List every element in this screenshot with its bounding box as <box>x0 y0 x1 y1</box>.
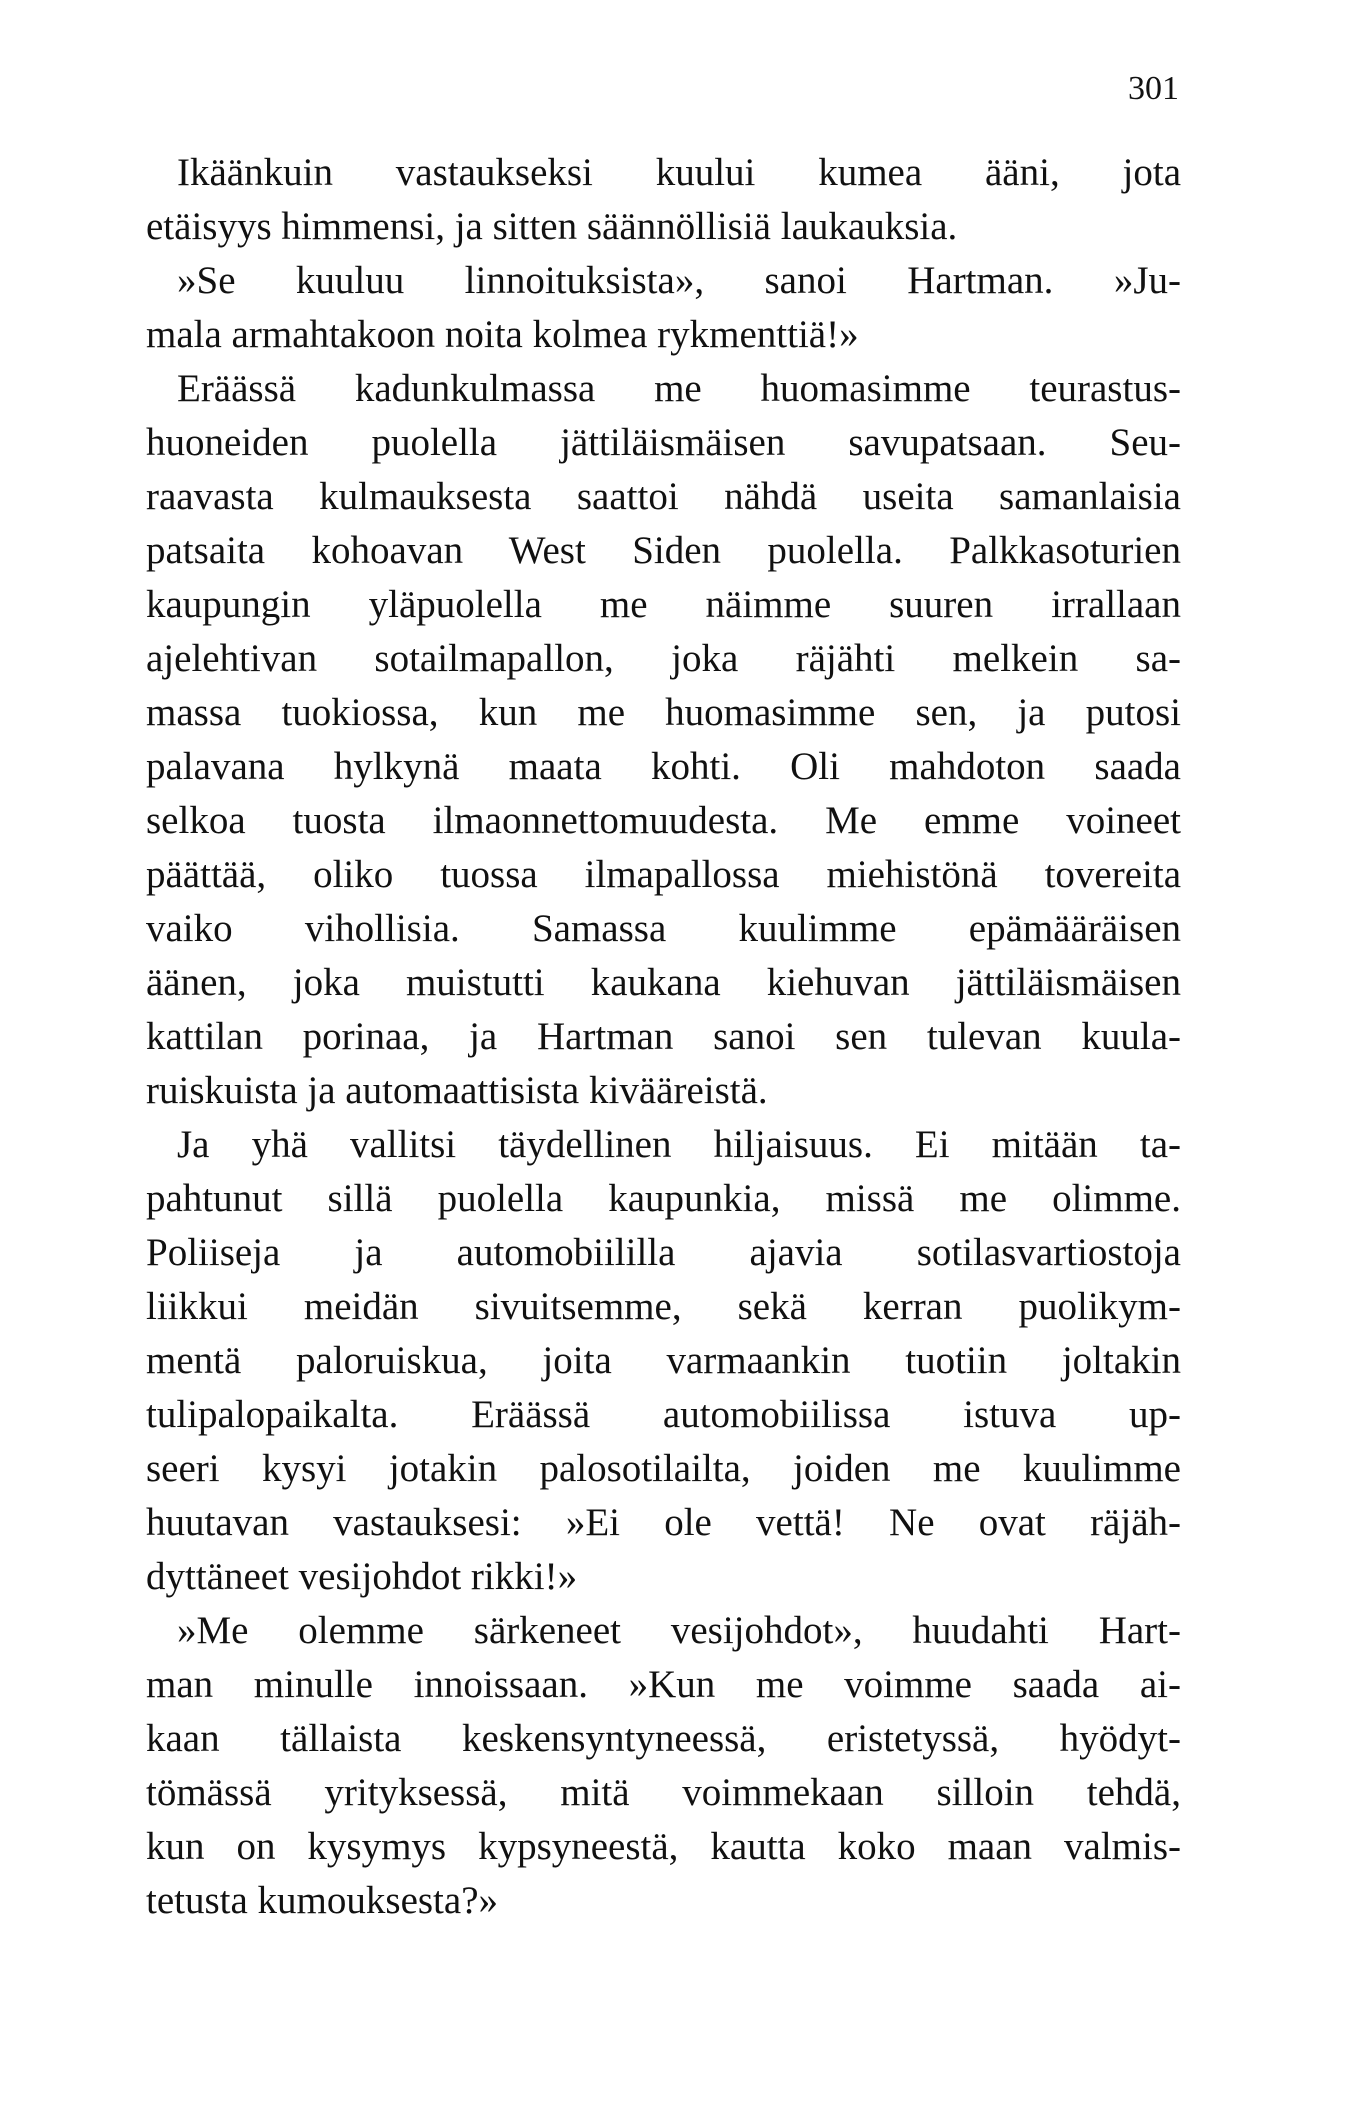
text-line: pahtunut sillä puolella kaupunkia, missä me olimme. <box>146 1177 1181 1220</box>
text-line: kattilan porinaa, ja Hartman sanoi sen tulevan kuula- <box>146 1015 1181 1058</box>
text-line: Ja yhä vallitsi täydellinen hiljaisuus. Ei mitään ta- <box>177 1123 1181 1166</box>
text-line: Ikäänkuin vastaukseksi kuului kumea ääni, jota <box>177 151 1181 194</box>
text-line: »Se kuuluu linnoituksista», sanoi Hartman. »Ju- <box>177 259 1181 302</box>
body-text <box>146 146 1181 1928</box>
text-line: palavana hylkynä maata kohti. Oli mahdoton saada <box>146 745 1181 788</box>
text-line: selkoa tuosta ilmaonnettomuudesta. Me emme voineet <box>146 799 1181 842</box>
text-line: ajelehtivan sotailmapallon, joka räjähti melkein sa- <box>146 637 1181 680</box>
text-line: vaiko vihollisia. Samassa kuulimme epämääräisen <box>146 907 1181 950</box>
text-line: etäisyys himmensi, ja sitten säännöllisiä laukauksia. <box>146 205 958 248</box>
text-line: ruiskuista ja automaattisista kivääreistä. <box>146 1069 768 1112</box>
text-line: huutavan vastauksesi: »Ei ole vettä! Ne ovat räjäh- <box>146 1501 1181 1544</box>
text-line: tetusta kumouksesta?» <box>146 1879 499 1922</box>
text-line: mala armahtakoon noita kolmea rykmenttiä!» <box>146 313 859 356</box>
text-line: tömässä yrityksessä, mitä voimmekaan silloin tehdä, <box>146 1771 1181 1814</box>
text-line: Poliiseja ja automobiililla ajavia sotilasvartiostoja <box>146 1231 1181 1274</box>
text-line: raavasta kulmauksesta saattoi nähdä useita samanlaisia <box>146 475 1181 518</box>
text-line: man minulle innoissaan. »Kun me voimme saada ai- <box>146 1663 1181 1706</box>
text-line: päättää, oliko tuossa ilmapallossa miehistönä tovereita <box>146 853 1181 896</box>
text-line: seeri kysyi jotakin palosotilailta, joiden me kuulimme <box>146 1447 1181 1490</box>
text-line: dyttäneet vesijohdot rikki!» <box>146 1555 578 1598</box>
text-line: huoneiden puolella jättiläismäisen savupatsaan. Seu- <box>146 421 1181 464</box>
text-line: kaupungin yläpuolella me näimme suuren irrallaan <box>146 583 1181 626</box>
text-line: Eräässä kadunkulmassa me huomasimme teurastus- <box>177 367 1181 410</box>
text-line: tulipalopaikalta. Eräässä automobiilissa istuva up- <box>146 1393 1181 1436</box>
text-line: patsaita kohoavan West Siden puolella. Palkkasoturien <box>146 529 1181 572</box>
text-line: mentä paloruiskua, joita varmaankin tuotiin joltakin <box>146 1339 1181 1382</box>
text-line: äänen, joka muistutti kaukana kiehuvan jättiläismäisen <box>146 961 1181 1004</box>
text-line: massa tuokiossa, kun me huomasimme sen, ja putosi <box>146 691 1181 734</box>
page-number: 301 <box>1128 70 1179 107</box>
text-line: »Me olemme särkeneet vesijohdot», huudahti Hart- <box>177 1609 1181 1652</box>
text-line: kun on kysymys kypsyneestä, kautta koko maan valmis- <box>146 1825 1181 1868</box>
text-line: kaan tällaista keskensyntyneessä, eristetyssä, hyödyt- <box>146 1717 1181 1760</box>
text-line: liikkui meidän sivuitsemme, sekä kerran puolikym- <box>146 1285 1181 1328</box>
